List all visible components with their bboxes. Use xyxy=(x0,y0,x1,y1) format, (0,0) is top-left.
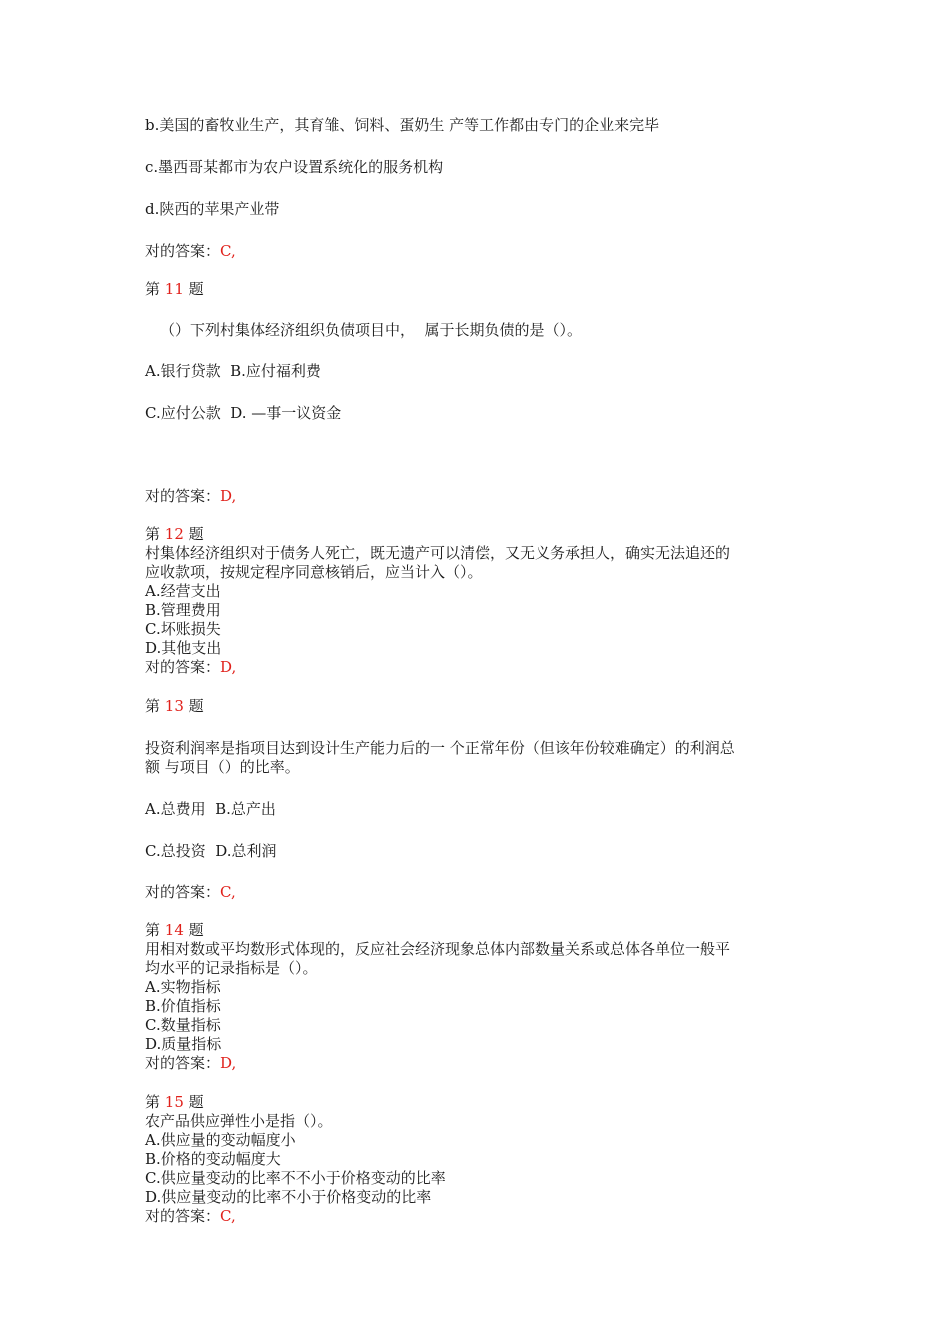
option-d: D.其他支出 xyxy=(145,639,222,657)
question-text-12-line-2: 应收款项，按规定程序同意核销后，应当计入（）。 xyxy=(145,563,483,581)
option-b: B.管理费用 xyxy=(145,601,221,619)
answer-line-10 xyxy=(145,242,236,261)
option-b: B.价格的变动幅度大 xyxy=(145,1150,281,1168)
answer-line-14 xyxy=(145,1054,236,1073)
question-number: 15 xyxy=(164,1093,184,1111)
options-cd-11: C.应付公款 D. —事一议资金 xyxy=(145,404,342,422)
option-b: B.价值指标 xyxy=(145,997,221,1015)
answer-value: D, xyxy=(220,487,237,505)
question-suffix: 题 xyxy=(188,525,204,543)
option-b: b.美国的畜牧业生产，其育雏、饲料、蛋奶生 产等工作都由专门的企业来完毕 xyxy=(145,116,660,134)
question-heading-11 xyxy=(145,280,204,299)
question-prefix: 第 xyxy=(145,697,161,715)
question-text-11: （）下列村集体经济组织负债项目中， 属于长期负债的是（）。 xyxy=(160,321,583,339)
question-prefix: 第 xyxy=(145,525,161,543)
option-c: c.墨西哥某都市为农户设置系统化的服务机构 xyxy=(145,158,444,176)
options-ab-13: A.总费用 B.总产出 xyxy=(145,800,276,818)
answer-label: 对的答案： xyxy=(145,883,221,901)
question-suffix: 题 xyxy=(188,921,204,939)
question-text-14-line-1: 用相对数或平均数形式体现的，反应社会经济现象总体内部数量关系或总体各单位一般平 xyxy=(145,940,731,958)
option-c: C.供应量变动的比率不不小于价格变动的比率 xyxy=(145,1169,446,1187)
answer-label: 对的答案： xyxy=(145,658,221,676)
question-number: 13 xyxy=(164,697,184,715)
answer-line-11 xyxy=(145,487,236,506)
question-heading-15 xyxy=(145,1093,204,1112)
question-prefix: 第 xyxy=(145,921,161,939)
question-text-12-line-1: 村集体经济组织对于债务人死亡，既无遗产可以清偿，又无义务承担人，确实无法追还的 xyxy=(145,544,731,562)
option-a: A.实物指标 xyxy=(145,978,221,996)
answer-value: C, xyxy=(220,1207,236,1225)
question-text-15: 农产品供应弹性小是指（）。 xyxy=(145,1112,333,1130)
answer-line-12 xyxy=(145,658,236,677)
option-d: D.供应量变动的比率不小于价格变动的比率 xyxy=(145,1188,432,1206)
question-number: 12 xyxy=(164,525,184,543)
option-d: d.陕西的苹果产业带 xyxy=(145,200,280,218)
answer-value: D, xyxy=(220,658,237,676)
answer-label: 对的答案： xyxy=(145,1054,221,1072)
question-suffix: 题 xyxy=(188,280,204,298)
answer-line-13 xyxy=(145,883,236,902)
option-c: C.坏账损失 xyxy=(145,620,221,638)
option-a: A.经营支出 xyxy=(145,582,221,600)
option-c: C.数量指标 xyxy=(145,1016,221,1034)
question-prefix: 第 xyxy=(145,1093,161,1111)
answer-value: C, xyxy=(220,883,236,901)
question-heading-13 xyxy=(145,697,204,716)
option-a: A.供应量的变动幅度小 xyxy=(145,1131,296,1149)
answer-label: 对的答案： xyxy=(145,487,221,505)
question-text-13-line-2: 额 与项目（）的比率。 xyxy=(145,758,300,776)
answer-value: D, xyxy=(220,1054,237,1072)
question-text-13-line-1: 投资利润率是指项目达到设计生产能力后的一 个正常年份（但该年份较难确定）的利润总 xyxy=(145,739,735,757)
answer-line-15 xyxy=(145,1207,236,1226)
question-suffix: 题 xyxy=(188,697,204,715)
question-heading-12 xyxy=(145,525,204,544)
answer-label: 对的答案： xyxy=(145,1207,221,1225)
answer-label: 对的答案： xyxy=(145,242,221,260)
question-prefix: 第 xyxy=(145,280,161,298)
question-suffix: 题 xyxy=(188,1093,204,1111)
question-heading-14 xyxy=(145,921,204,940)
options-ab-11: A.银行贷款 B.应付福利费 xyxy=(145,362,321,380)
options-cd-13: C.总投资 D.总利润 xyxy=(145,842,277,860)
question-number: 14 xyxy=(164,921,184,939)
option-d: D.质量指标 xyxy=(145,1035,222,1053)
question-number: 11 xyxy=(164,280,184,298)
question-text-14-line-2: 均水平的记录指标是（）。 xyxy=(145,959,318,977)
answer-value: C, xyxy=(220,242,236,260)
